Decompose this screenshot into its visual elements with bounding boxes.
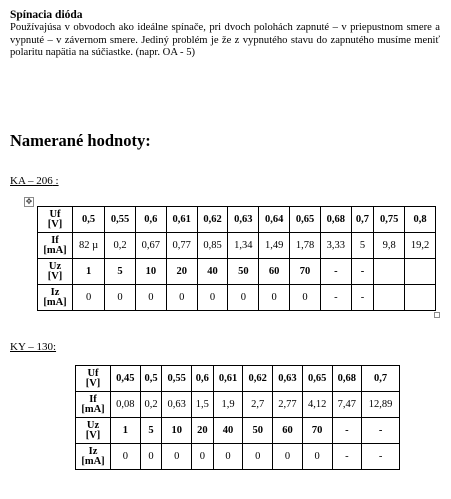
table-cell: 0,62 <box>243 366 273 392</box>
row-header-unit: [mA] <box>81 403 105 415</box>
table-cell <box>374 259 405 285</box>
table-cell: 0,62 <box>197 207 228 233</box>
row-header <box>38 207 73 233</box>
table-cell: 0,5 <box>140 366 162 392</box>
table-cell: 70 <box>302 418 332 444</box>
table-cell: 0,63 <box>228 207 259 233</box>
table-cell: 0,08 <box>111 392 141 418</box>
table-cell: 0,63 <box>273 366 303 392</box>
table-cell: 0 <box>140 444 162 470</box>
table-cell: 0 <box>105 285 136 311</box>
table-cell: 9,8 <box>374 233 405 259</box>
table-cell: 5 <box>140 418 162 444</box>
ky130-label-colon: : <box>52 341 57 353</box>
table-cell: 19,2 <box>405 233 436 259</box>
table-cell: 10 <box>162 418 192 444</box>
table-row <box>76 366 400 392</box>
row-header-unit: [V] <box>85 377 101 389</box>
table-cell: 1,5 <box>192 392 214 418</box>
table-cell <box>374 285 405 311</box>
table-cell: 5 <box>105 259 136 285</box>
ky130-label-text: KY – 130 <box>10 341 53 353</box>
row-header <box>38 233 73 259</box>
intro-paragraph: Používajúsa v obvodoch ako ideálne spínače, pri dvoch polohách zapnuté – v priepustnom smere a vypnuté – v závernom smere. Jediný problém je že z vypnutého stavu do zapnutého musíme meniť polaritu napätia na súčiastke. (napr. OA - 5) <box>10 22 440 58</box>
table-cell: 0,7 <box>362 366 400 392</box>
table-cell: 0 <box>166 285 197 311</box>
table-cell: 0 <box>228 285 259 311</box>
table-cell: 1,9 <box>213 392 243 418</box>
row-header-symbol: If <box>89 393 97 405</box>
table-row <box>38 207 436 233</box>
row-header-unit: [V] <box>47 270 63 282</box>
table-cell: 0,85 <box>197 233 228 259</box>
table-cell: 0,61 <box>166 207 197 233</box>
table-cell: 12,89 <box>362 392 400 418</box>
table-cell: 0 <box>243 444 273 470</box>
ka206-label-colon: : <box>52 175 59 187</box>
table-cell: - <box>332 418 362 444</box>
table-cell: 70 <box>290 259 321 285</box>
table-cell: - <box>351 285 373 311</box>
table-cell: 0,2 <box>140 392 162 418</box>
table-cell: 1 <box>111 418 141 444</box>
table-cell: 0,7 <box>351 207 373 233</box>
table-cell: 1,49 <box>259 233 290 259</box>
row-header-symbol: Uf <box>49 208 61 220</box>
ky130-table <box>75 365 400 470</box>
table-cell: 60 <box>273 418 303 444</box>
table-cell: 0,2 <box>105 233 136 259</box>
table-cell: 0 <box>290 285 321 311</box>
table-cell: 60 <box>259 259 290 285</box>
table-cell: 4,12 <box>302 392 332 418</box>
table-cell: 0 <box>192 444 214 470</box>
row-header-symbol: If <box>51 234 59 246</box>
table-cell: 40 <box>213 418 243 444</box>
table-cell: 0,61 <box>213 366 243 392</box>
table-cell: 20 <box>166 259 197 285</box>
table-cell: 5 <box>351 233 373 259</box>
table-row <box>38 233 436 259</box>
table-cell: 1,78 <box>290 233 321 259</box>
ka206-table <box>37 206 436 311</box>
table-cell: - <box>362 444 400 470</box>
ka206-label-text: KA – 206 <box>10 175 53 187</box>
table-cell: 0,65 <box>302 366 332 392</box>
table-cell: 1,34 <box>228 233 259 259</box>
table-cell: 40 <box>197 259 228 285</box>
table-cell: 0,45 <box>111 366 141 392</box>
row-header-symbol: Uz <box>48 260 62 272</box>
table-cell <box>405 285 436 311</box>
table-cell: 0,65 <box>290 207 321 233</box>
table-cell: - <box>362 418 400 444</box>
row-header-symbol: Uf <box>87 367 99 379</box>
row-header-unit: [V] <box>85 429 101 441</box>
table-cell: 3,33 <box>320 233 351 259</box>
row-header <box>38 285 73 311</box>
row-header <box>38 259 73 285</box>
table-row <box>38 259 436 285</box>
row-header-symbol: Uz <box>86 419 100 431</box>
row-header-unit: [V] <box>47 218 63 230</box>
table-cell: 20 <box>192 418 214 444</box>
table-row <box>76 392 400 418</box>
table-cell: 0 <box>73 285 105 311</box>
table-cell: 0 <box>273 444 303 470</box>
table-cell: 0,55 <box>162 366 192 392</box>
table-cell: 0,67 <box>135 233 166 259</box>
table-cell: 50 <box>243 418 273 444</box>
table-cell: 7,47 <box>332 392 362 418</box>
table-row <box>38 285 436 311</box>
table-cell: 0,77 <box>166 233 197 259</box>
table-cell: 0,6 <box>135 207 166 233</box>
table-cell: 82 µ <box>73 233 105 259</box>
table-cell: - <box>351 259 373 285</box>
table-cell: 0,8 <box>405 207 436 233</box>
table-cell: 0,68 <box>320 207 351 233</box>
table-cell: 0 <box>111 444 141 470</box>
table-row <box>76 418 400 444</box>
table-cell: 10 <box>135 259 166 285</box>
measured-values-heading: Namerané hodnoty: <box>10 131 151 150</box>
table-cell: 0,63 <box>162 392 192 418</box>
table-cell: 2,7 <box>243 392 273 418</box>
table-cell: 0,5 <box>73 207 105 233</box>
table-cell: 0,68 <box>332 366 362 392</box>
table-cell: - <box>320 259 351 285</box>
row-header <box>76 366 111 392</box>
table-cell: 2,77 <box>273 392 303 418</box>
row-header <box>76 444 111 470</box>
table-cell: 0 <box>135 285 166 311</box>
table-cell: 0,6 <box>192 366 214 392</box>
table-cell <box>405 259 436 285</box>
table-cell: 0 <box>302 444 332 470</box>
row-header-symbol: Iz <box>50 286 60 298</box>
row-header-unit: [mA] <box>43 296 67 308</box>
table-cell: - <box>320 285 351 311</box>
row-header <box>76 418 111 444</box>
table-cell: 50 <box>228 259 259 285</box>
row-header <box>76 392 111 418</box>
table-row <box>76 444 400 470</box>
table-cell: 0,55 <box>105 207 136 233</box>
table-cell: 1 <box>73 259 105 285</box>
table-cell: - <box>332 444 362 470</box>
table-cell: 0,75 <box>374 207 405 233</box>
table-resize-handle-icon[interactable] <box>434 312 440 318</box>
ky130-label <box>10 341 56 353</box>
section-title: Spínacia dióda <box>10 9 83 21</box>
table-cell: 0 <box>259 285 290 311</box>
ka206-label <box>10 175 59 187</box>
table-move-handle-icon[interactable]: ✥ <box>25 197 33 206</box>
row-header-unit: [mA] <box>81 455 105 467</box>
table-cell: 0 <box>162 444 192 470</box>
row-header-symbol: Iz <box>88 445 98 457</box>
row-header-unit: [mA] <box>43 244 67 256</box>
table-cell: 0 <box>213 444 243 470</box>
table-cell: 0 <box>197 285 228 311</box>
table-cell: 0,64 <box>259 207 290 233</box>
